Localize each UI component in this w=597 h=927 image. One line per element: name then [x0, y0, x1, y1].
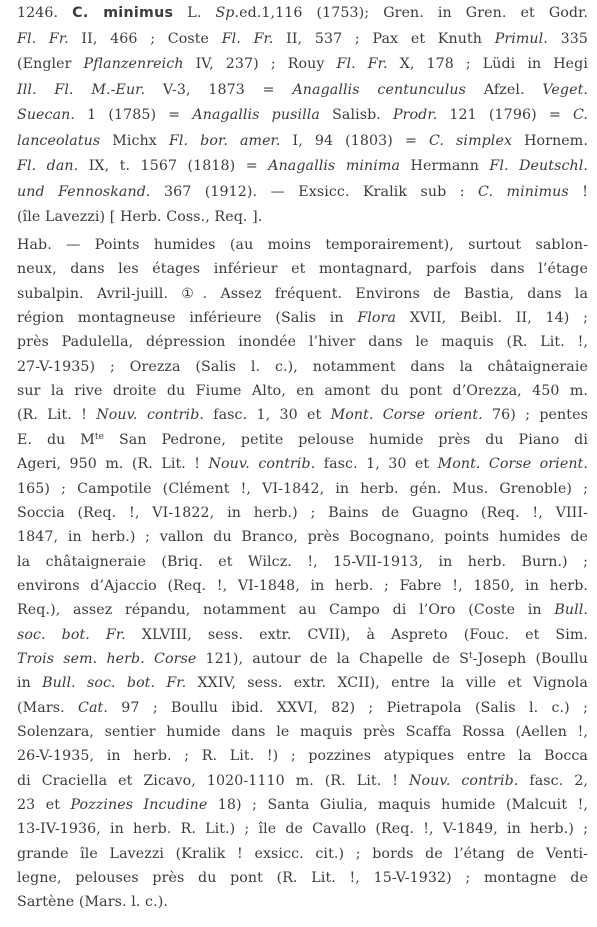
taxon-name: C. minimus — [72, 5, 174, 21]
italic-text: Prodr. — [393, 107, 438, 123]
text-run: 26-V-1935, in herb. ; R. Lit. !) ; pozzines atypiques entre la Bocca — [17, 748, 588, 765]
text-run: 13-IV-1936, in herb. R. Lit.) ; île de Cavallo (Req. !, V-1849, in herb.) ; — [17, 821, 588, 838]
text-run: grande île Lavezzi (Kralik ! exsicc. cit.) ; bords de l’étang de Venti- — [17, 845, 588, 862]
italic-text: Fl. Fr. — [221, 30, 274, 47]
habitat-line — [17, 358, 588, 377]
italic-text: Fl. Fr. — [17, 30, 69, 47]
entry-line — [17, 106, 588, 125]
habitat-line — [17, 820, 588, 839]
habitat-line — [17, 650, 588, 669]
habitat-line — [17, 504, 588, 523]
text-run: Req.), assez répandu, notamment au Campo di l’Oro (Coste in — [17, 602, 555, 619]
habitat-line — [17, 747, 588, 766]
text-run: région montagneuse inférieure (Salis in — [17, 310, 358, 327]
entry-line — [17, 81, 588, 100]
habitat-line — [17, 333, 588, 352]
italic-text: Sp. — [215, 5, 240, 21]
text-run: Michx — [100, 132, 169, 149]
italic-text: Fl. dan. — [17, 158, 79, 174]
habitat-line — [17, 796, 588, 815]
text-run: II, 466 ; Coste — [68, 30, 222, 47]
text-run: la châtaigneraie (Briq. et Wilcz. !, 15-VII-1913, in herb. Burn.) ; — [17, 553, 588, 570]
entry-line — [17, 4, 588, 23]
italic-text: Anagallis minima — [268, 158, 401, 174]
text-run: neux, dans les étages inférieur et montagnard, parfois dans l’étage — [17, 261, 588, 278]
italic-text: Bull. — [554, 602, 588, 619]
text-run: XVII, Beibl. II, 14) ; — [396, 310, 588, 327]
habitat-line — [17, 236, 588, 255]
habitat-line — [17, 455, 588, 474]
habitat-line — [17, 528, 588, 547]
text-run: -Joseph (Boullu — [472, 650, 588, 667]
text-run: Sartène (Mars. l. c.). — [17, 894, 168, 911]
entry-line — [17, 208, 262, 227]
text-run: di Craciella et Zicavo, 1020-1110 m. (R. Lit. ! — [17, 772, 410, 789]
text-run: (Engler — [17, 56, 84, 72]
italic-text: Pozzines Incudine — [70, 797, 208, 814]
habitat-line — [17, 553, 588, 572]
text-run: legne, pelouses près du pont (R. Lit. !, 15-V-1932) ; montagne de — [17, 870, 588, 887]
text-run: XLVIII, sess. extr. CVII), à Aspreto (Fouc. et Sim. — [125, 626, 588, 643]
text-run: L. — [173, 5, 216, 21]
italic-text: Nouv. contrib. — [208, 456, 316, 473]
entry-line — [17, 183, 588, 202]
text-run: ed.1,116 (1753); Gren. in Gren. et Godr. — [239, 5, 589, 21]
text-run: X, 178 ; Lüdi in Hegi — [387, 56, 588, 72]
habitat-line — [17, 480, 588, 499]
text-run: 23 et — [17, 797, 71, 814]
text-run: 121 (1796) = — [437, 107, 573, 123]
habitat-line — [17, 845, 588, 864]
text-run: in — [17, 675, 43, 692]
entry-line — [17, 157, 588, 176]
entry-line — [17, 132, 588, 151]
text-run: (île Lavezzi) [ Herb. Coss., Req. ]. — [17, 209, 263, 225]
text-run: 1246. — [17, 5, 73, 21]
habitat-line — [17, 601, 588, 620]
text-run: 1 (1785) = — [75, 107, 193, 123]
italic-text: C. minimus — [478, 183, 569, 200]
text-run: 121), autour de la Chapelle de S — [196, 650, 469, 667]
habitat-line — [17, 382, 588, 401]
habitat-line — [17, 406, 588, 425]
habitat-line — [17, 869, 588, 888]
text-run: 367 (1912). — Exsicc. Kralik sub : — [150, 183, 479, 200]
text-run: Hornem. — [512, 132, 588, 149]
italic-text: Veget. — [542, 81, 588, 98]
italic-text: Nouv. contrib. — [409, 772, 519, 789]
text-run: 335 — [547, 30, 588, 47]
text-run: 76) ; pentes — [482, 407, 588, 424]
text-run: te — [94, 431, 105, 442]
habitat-line — [17, 309, 588, 328]
text-run: 1847, in herb.) ; vallon du Branco, près Bocognano, points humides de — [17, 529, 588, 546]
habitat-line — [17, 626, 588, 645]
text-run: E. du M — [17, 431, 95, 448]
italic-text: Anagallis centunculus — [292, 81, 467, 98]
text-run: Ageri, 950 m. (R. Lit. ! — [17, 456, 209, 473]
italic-text: Anagallis pusilla — [192, 107, 320, 123]
text-run: fasc. 2, — [518, 772, 588, 789]
habitat-line — [17, 699, 588, 718]
habitat-line — [17, 285, 588, 304]
habitat-line — [17, 431, 588, 450]
text-run: fasc. 1, 30 et — [315, 456, 438, 473]
text-run: 165) ; Campotile (Clément !, VI-1842, in herb. gén. Mus. Grenoble) ; — [17, 480, 588, 497]
habitat-line — [17, 577, 588, 596]
text-run: Hab. — Points humides (au moins temporairement), surtout sablon- — [17, 237, 588, 253]
habitat-line — [17, 893, 168, 912]
italic-text: Cat. — [78, 699, 108, 716]
text-run: t — [468, 650, 473, 661]
italic-text: Fl. Fr. — [336, 56, 388, 72]
text-run: I, 94 (1803) = — [280, 132, 429, 149]
entry-line — [17, 55, 588, 74]
italic-text: Pflanzenreich — [83, 56, 184, 72]
text-run: environs d’Ajaccio (Req. !, VI-1848, in herb. ; Fabre !, 1850, in herb. — [17, 577, 588, 594]
entry-line — [17, 30, 588, 49]
text-run: San Pedrone, petite pelouse humide près du Piano di — [104, 431, 588, 448]
text-run: (Mars. — [17, 699, 79, 716]
italic-text: Mont. Corse orient. — [330, 407, 483, 424]
text-run: subalpin. Avril-juill. ①. Assez fréquent. Environs de Bastia, dans la — [17, 285, 588, 302]
italic-text: Ill. Fl. M.-Eur. — [17, 81, 146, 98]
italic-text: lanceolatus — [17, 132, 101, 149]
italic-text: Fl. bor. amer. — [168, 132, 281, 149]
italic-text: Suecan. — [17, 107, 76, 123]
text-run: Soccia (Req. !, VI-1822, in herb.) ; Bains de Guagno (Req. !, VIII- — [17, 504, 588, 521]
habitat-line — [17, 772, 588, 791]
italic-text: Bull. soc. bot. Fr. — [42, 675, 187, 692]
italic-text: C. — [572, 107, 588, 123]
italic-text: Trois sem. herb. Corse — [17, 650, 197, 667]
text-run: Hermann — [400, 158, 490, 174]
text-run: (R. Lit. ! — [17, 407, 97, 424]
habitat-line — [17, 723, 588, 742]
italic-text: C. simplex — [428, 132, 513, 149]
text-run: 18) ; Santa Giulia, maquis humide (Malcuit !, — [207, 797, 588, 814]
text-run: II, 537 ; Pax et Knuth — [273, 30, 495, 47]
habitat-line — [17, 674, 588, 693]
italic-text: Fl. Deutschl. — [489, 158, 588, 174]
text-run: près Padulella, dépression inondée l’hiver dans le maquis (R. Lit. !, — [17, 334, 588, 351]
text-run: sur la rive droite du Fiume Alto, en amont du pont d’Orezza, 450 m. — [17, 383, 588, 400]
text-run: XXIV, sess. extr. XCII), entre la ville et Vignola — [186, 675, 588, 692]
italic-text: Flora — [357, 310, 397, 327]
text-run: 27-V-1935) ; Orezza (Salis l. c.), notamment dans la châtaigneraie — [17, 358, 588, 375]
text-run: IX, t. 1567 (1818) = — [78, 158, 269, 174]
text-run: V-3, 1873 = — [145, 81, 293, 98]
italic-text: und Fennoskand. — [17, 183, 151, 200]
text-run: Solenzara, sentier humide dans le maquis près Scaffa Rossa (Aellen !, — [17, 724, 588, 740]
italic-text: Nouv. contrib. — [96, 407, 204, 424]
italic-text: Primul. — [494, 30, 548, 47]
habitat-line — [17, 260, 588, 279]
text-run: IV, 237) ; Rouy — [183, 56, 337, 72]
text-run: Afzel. — [466, 81, 543, 98]
italic-text: soc. bot. Fr. — [17, 626, 126, 643]
text-run: 97 ; Boullu ibid. XXVI, 82) ; Pietrapola (Salis l. c.) ; — [107, 699, 588, 716]
text-run: Salisb. — [319, 107, 394, 123]
text-run: ! — [568, 183, 588, 200]
text-run: fasc. 1, 30 et — [203, 407, 331, 424]
italic-text: Mont. Corse orient. — [437, 456, 588, 473]
